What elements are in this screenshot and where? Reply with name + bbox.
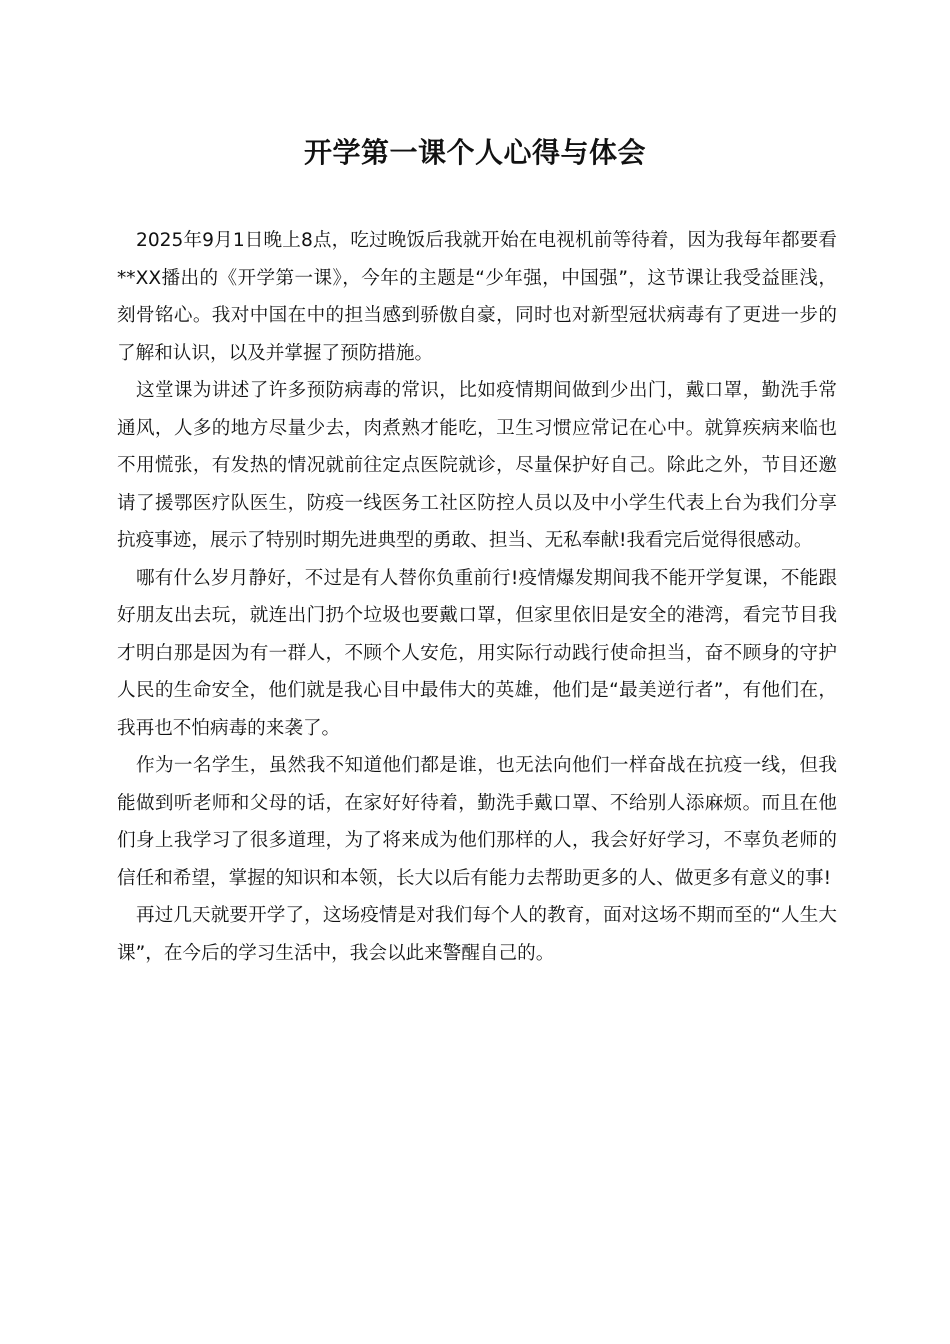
document-body xyxy=(117,222,837,972)
paragraph-5: 再过几天就要开学了，这场疫情是对我们每个人的教育，面对这场不期而至的“人生大课”，在今后的学习生活中，我会以此来警醒自己的。 xyxy=(117,905,837,964)
document-title: 开学第一课个人心得与体会 xyxy=(303,136,646,169)
paragraph-2: 这堂课为讲述了许多预防病毒的常识，比如疫情期间做到少出门，戴口罩，勤洗手常通风，人多的地方尽量少去，肉煮熟才能吃，卫生习惯应常记在心中。就算疾病来临也不用慌张，有发热的情况就前往定点医院就诊，尽量保护好自己。除此之外，节目还邀请了援鄂医疗队医生，防疫一线医务工社区防控人员以及中小学生代表上台为我们分享抗疫事迹，展示了特别时期先进典型的勇敢、担当、无私奉献!我看完后觉得很感动。 xyxy=(117,380,837,551)
paragraph-1: 2025年9月1日晚上8点，吃过晚饭后我就开始在电视机前等待着，因为我每年都要看**XX播出的《开学第一课》，今年的主题是“少年强，中国强”，这节课让我受益匪浅，刻骨铭心。我对中国在中的担当感到骄傲自豪，同时也对新型冠状病毒有了更进一步的了解和认识，以及并掌握了预防措施。 xyxy=(117,230,837,364)
paragraph-4: 作为一名学生，虽然我不知道他们都是谁，也无法向他们一样奋战在抗疫一线，但我能做到听老师和父母的话，在家好好待着，勤洗手戴口罩、不给别人添麻烦。而且在他们身上我学习了很多道理，为了将来成为他们那样的人，我会好好学习，不辜负老师的信任和希望，掌握的知识和本领，长大以后有能力去帮助更多的人、做更多有意义的事! xyxy=(117,755,837,889)
paragraph-3: 哪有什么岁月静好，不过是有人替你负重前行!疫情爆发期间我不能开学复课，不能跟好朋友出去玩，就连出门扔个垃圾也要戴口罩，但家里依旧是安全的港湾，看完节目我才明白那是因为有一群人，不顾个人安危，用实际行动践行使命担当，奋不顾身的守护人民的生命安全，他们就是我心目中最伟大的英雄，他们是“最美逆行者”，有他们在，我再也不怕病毒的来袭了。 xyxy=(117,567,837,739)
